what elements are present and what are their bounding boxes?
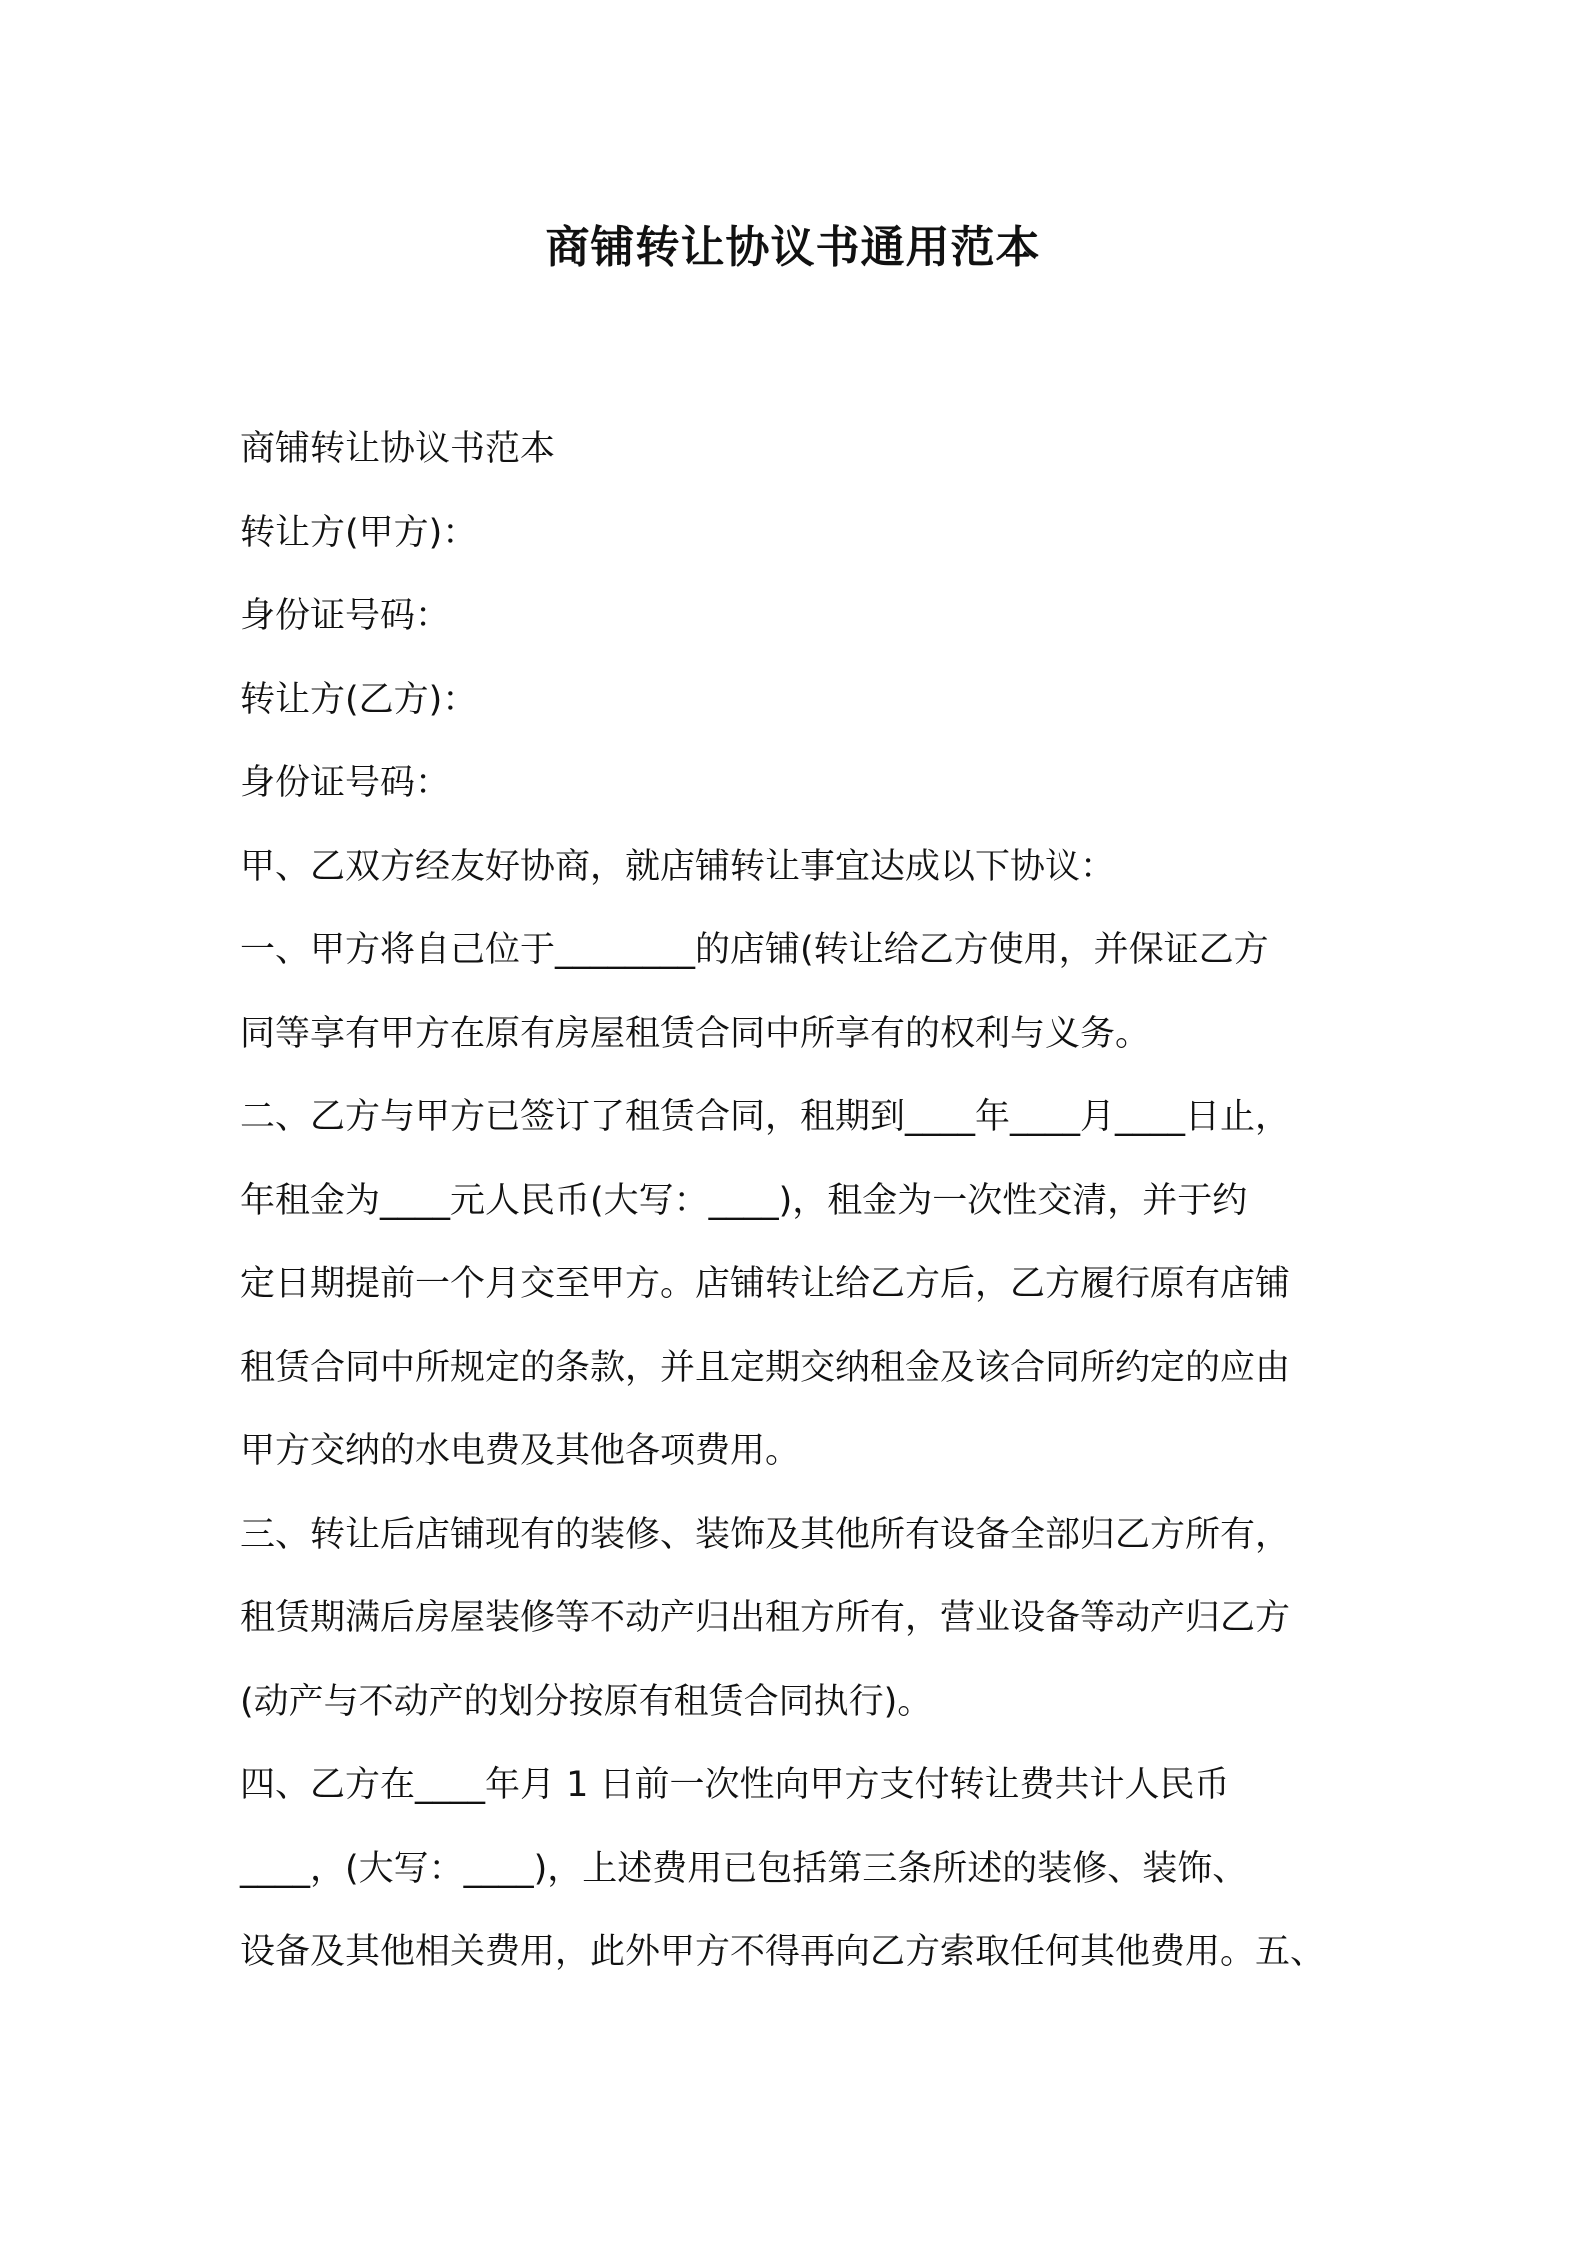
clause-4	[240, 1744, 1350, 1995]
clause-line: 租赁合同中所规定的条款，并且定期交纳租金及该合同所约定的应由	[240, 1347, 1291, 1388]
party-a-id-label: 身份证号码：	[240, 596, 451, 636]
document-title: 商铺转让协议书通用范本	[545, 222, 1041, 273]
clause-line: 二、乙方与甲方已签订了租赁合同，租期到____年____月____日止，	[240, 1097, 1291, 1137]
clause-2	[240, 1076, 1350, 1494]
clause-line: ____，(大写：____)，上述费用已包括第三条所述的装修、装饰、	[240, 1848, 1248, 1889]
clause-line: 租赁期满后房屋装修等不动产归出租方所有，营业设备等动产归乙方	[240, 1598, 1291, 1638]
clause-line: (动产与不动产的划分按原有租赁合同执行)。	[240, 1681, 933, 1722]
clause-line: 四、乙方在____年月 1 日前一次性向甲方支付转让费共计人民币	[240, 1765, 1230, 1805]
document-body	[240, 408, 1350, 1995]
clause-3	[240, 1494, 1350, 1745]
clause-line: 甲方交纳的水电费及其他各项费用。	[240, 1431, 801, 1471]
clause-line: 一、甲方将自己位于________的店铺(转让给乙方使用，并保证乙方	[240, 930, 1269, 970]
clause-line: 同等享有甲方在原有房屋租赁合同中所享有的权利与义务。	[240, 1013, 1151, 1054]
party-b-label: 转让方(乙方)：	[240, 679, 478, 720]
clause-line: 定日期提前一个月交至甲方。店铺转让给乙方后，乙方履行原有店铺	[240, 1264, 1291, 1304]
party-b-id-label: 身份证号码：	[240, 763, 451, 803]
clause-line: 三、转让后店铺现有的装修、装饰及其他所有设备全部归乙方所有，	[240, 1514, 1291, 1555]
document-subtitle: 商铺转让协议书范本	[240, 429, 556, 469]
clause-1	[240, 909, 1350, 1076]
party-a-label: 转让方(甲方)：	[240, 512, 478, 553]
intro-paragraph: 甲、乙双方经友好协商，就店铺转让事宜达成以下协议：	[240, 846, 1116, 887]
clause-line: 年租金为____元人民币(大写：____)，租金为一次性交清，并于约	[240, 1180, 1248, 1221]
clause-line: 设备及其他相关费用，此外甲方不得再向乙方索取任何其他费用。五、	[240, 1932, 1326, 1972]
